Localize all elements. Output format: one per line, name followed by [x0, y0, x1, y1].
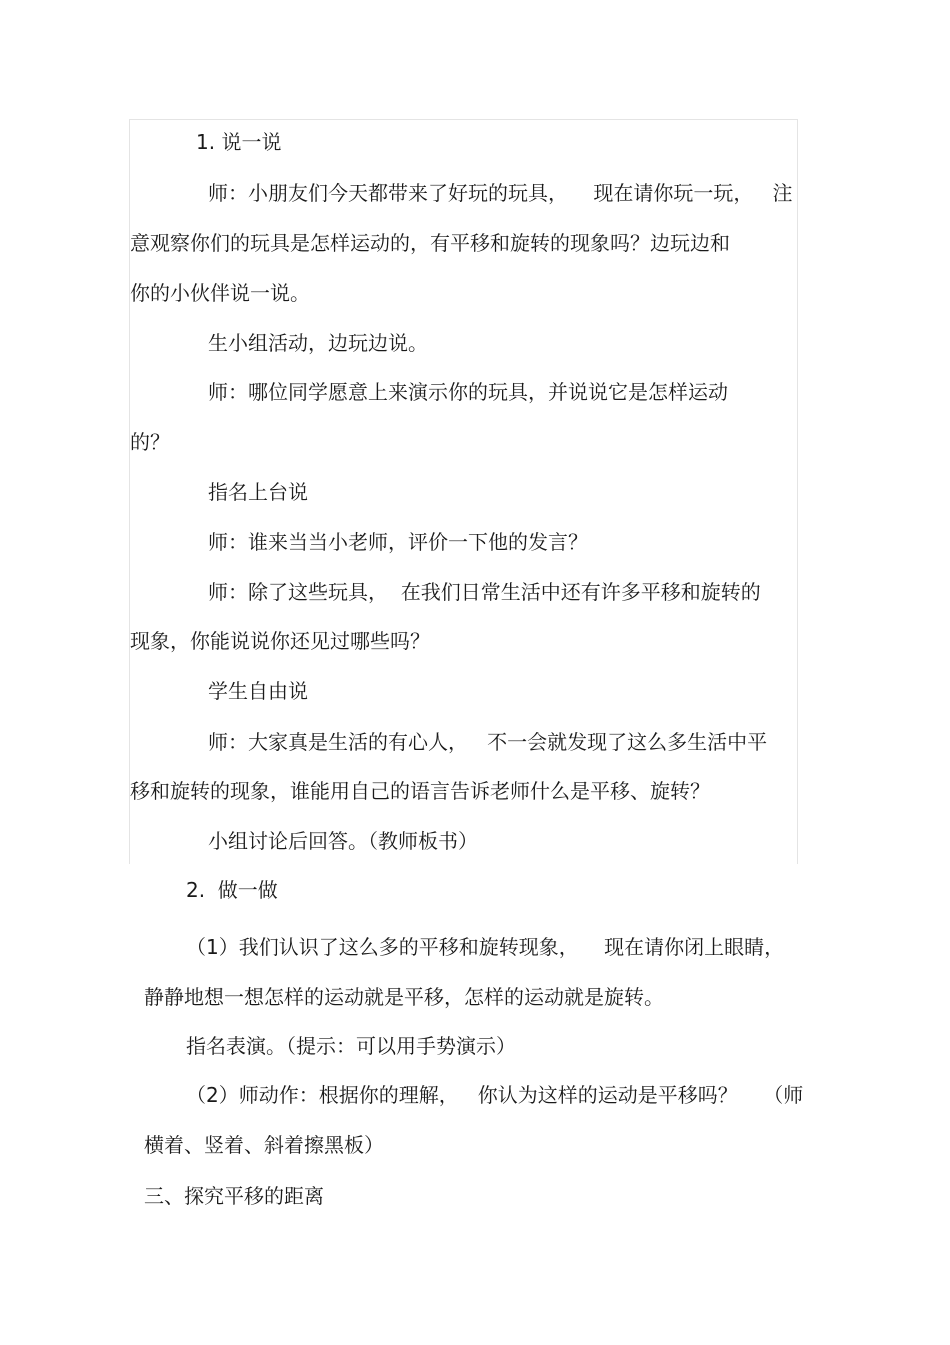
paragraph-line: 指名上台说 — [208, 480, 308, 504]
paragraph-line: 生小组活动，边玩边说。 — [208, 331, 428, 355]
paragraph-line: 的？ — [130, 430, 170, 454]
paragraph-line: 学生自由说 — [208, 679, 308, 703]
section1-heading: 1. 说一说 — [196, 130, 282, 154]
paragraph-line: 师：小朋友们今天都带来了好玩的玩具， 现在请你玩一玩， 注 — [208, 181, 793, 205]
paragraph-line: 师：哪位同学愿意上来演示你的玩具，并说说它是怎样运动 — [208, 380, 728, 404]
paragraph-line: 意观察你们的玩具是怎样运动的，有平移和旋转的现象吗？边玩边和 — [130, 231, 730, 255]
paragraph-line: 小组讨论后回答。（教师板书） — [208, 829, 478, 853]
paragraph-line: 静静地想一想怎样的运动就是平移，怎样的运动就是旋转。 — [144, 985, 664, 1009]
paragraph-line: 现象，你能说说你还见过哪些吗？ — [130, 629, 430, 653]
paragraph-line: 移和旋转的现象，谁能用自己的语言告诉老师什么是平移、旋转？ — [130, 779, 710, 803]
section3-heading: 三、探究平移的距离 — [144, 1184, 324, 1208]
paragraph-line: 师：谁来当当小老师，评价一下他的发言？ — [208, 530, 588, 554]
section2-heading: 2. 做一做 — [186, 878, 278, 902]
paragraph-line: 师：大家真是生活的有心人， 不一会就发现了这么多生活中平 — [208, 730, 768, 754]
paragraph-line: 指名表演。（提示：可以用手势演示） — [186, 1034, 516, 1058]
paragraph-line: 你的小伙伴说一说。 — [130, 281, 310, 305]
paragraph-line: （2）师动作：根据你的理解， 你认为这样的运动是平移吗？ （师 — [186, 1083, 804, 1107]
paragraph-line: 师：除了这些玩具， 在我们日常生活中还有许多平移和旋转的 — [208, 580, 761, 604]
paragraph-line: （1）我们认识了这么多的平移和旋转现象， 现在请你闭上眼睛， — [186, 935, 785, 959]
paragraph-line: 横着、竖着、斜着擦黑板） — [144, 1133, 384, 1157]
